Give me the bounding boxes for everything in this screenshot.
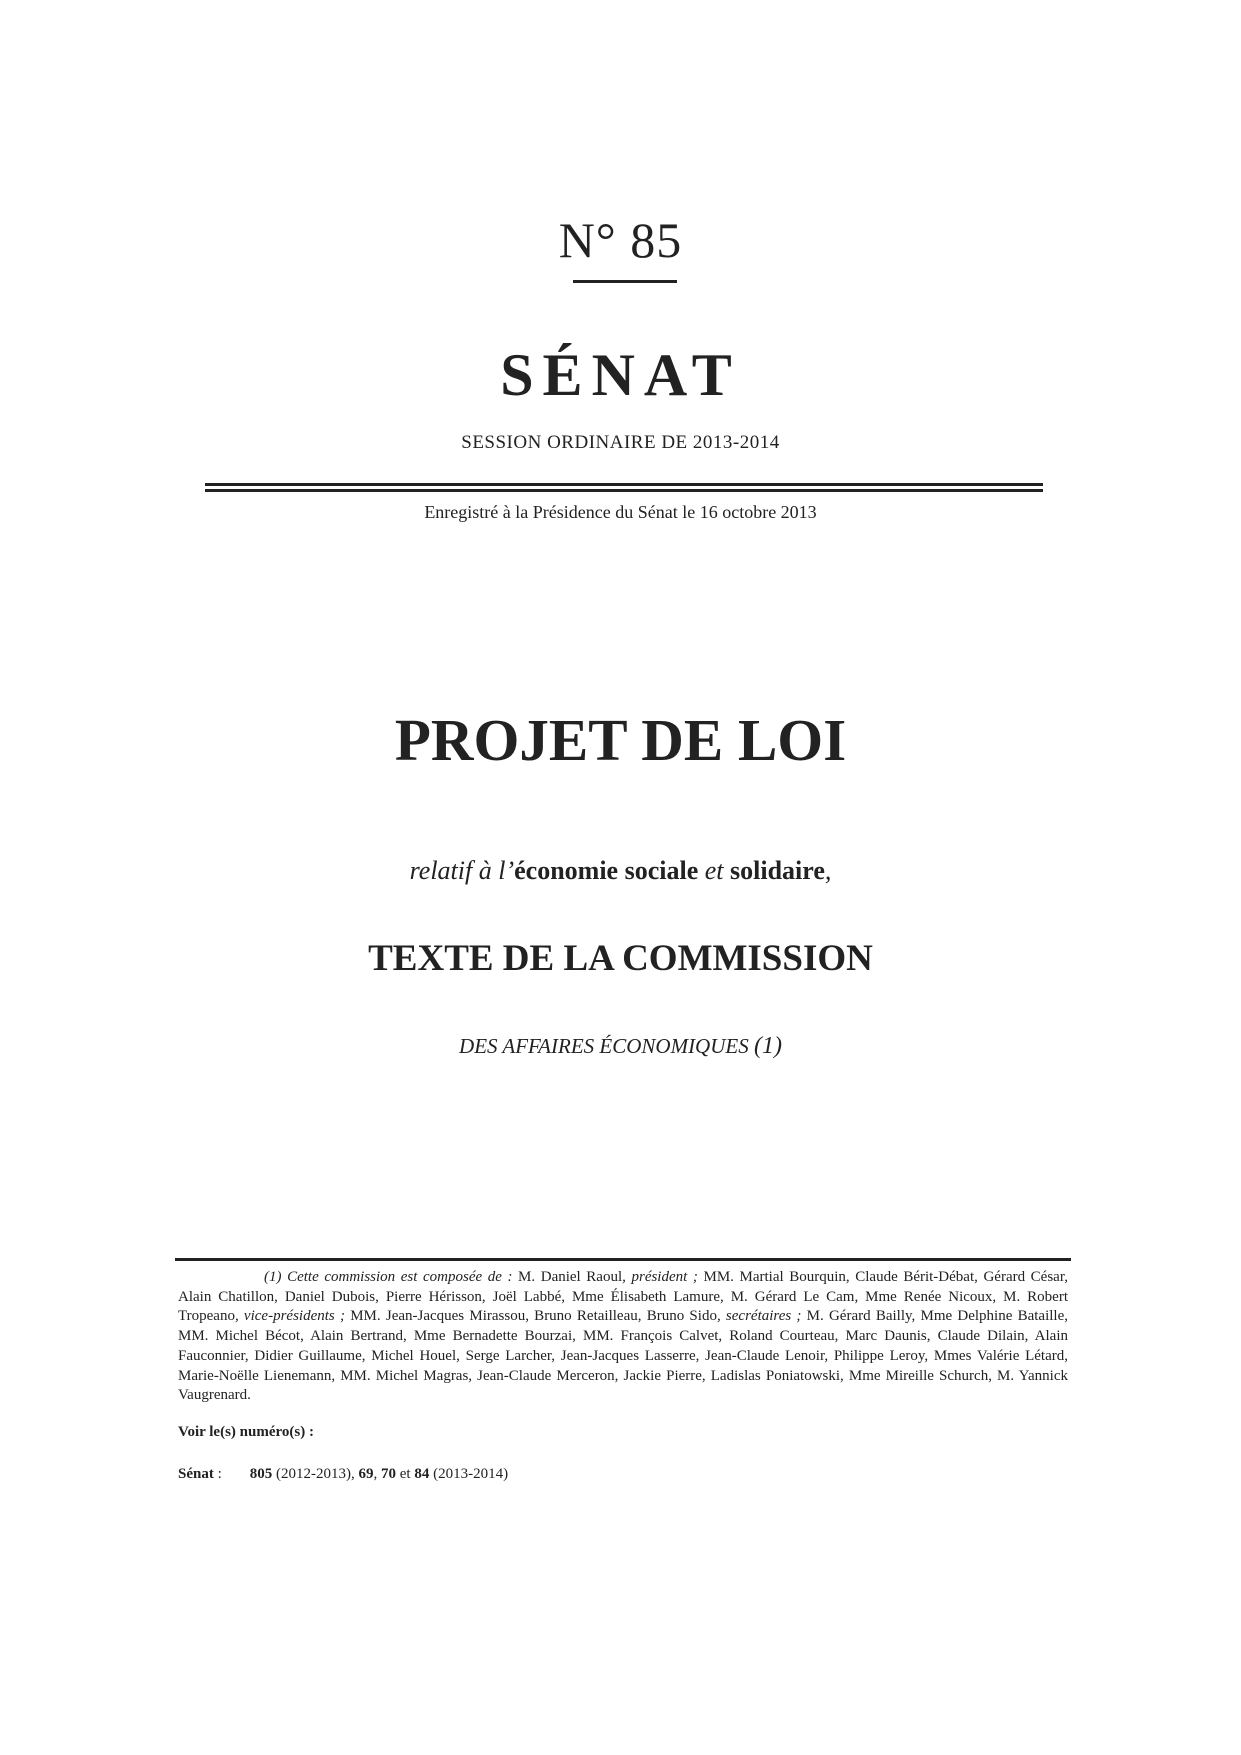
- header-rule-bottom: [205, 489, 1043, 492]
- document-number: N° 85: [558, 212, 683, 268]
- reference-number: 69: [358, 1466, 374, 1482]
- reference-text: (2012-2013),: [272, 1466, 359, 1482]
- document-type: PROJET DE LOI: [394, 707, 847, 773]
- commission-subtitle: [0, 1032, 1241, 1060]
- subject-part: et: [698, 856, 730, 885]
- reference-number: 70: [381, 1466, 397, 1482]
- footnote-intro: (1) Cette commission est composée de :: [264, 1269, 513, 1285]
- chamber-title: SÉNAT: [500, 342, 741, 408]
- subject-part: solidaire: [730, 856, 825, 885]
- footnote-end: .: [247, 1387, 251, 1404]
- reference-text: et: [396, 1466, 415, 1482]
- commission-title: TEXTE DE LA COMMISSION: [368, 938, 873, 979]
- footnote-rule: [175, 1258, 1071, 1261]
- footnote-president: M. Daniel Raoul: [512, 1269, 623, 1285]
- footnote-role: , président ;: [622, 1269, 698, 1285]
- references-chamber: Sénat: [178, 1466, 214, 1482]
- commission-name: DES AFFAIRES ÉCONOMIQUES: [459, 1034, 754, 1058]
- footnote-secretaries: MM. Jean-Jacques Mirassou, Bruno Retailleau, Bruno Sido: [344, 1308, 717, 1325]
- bill-subject: [0, 855, 1241, 887]
- registration-line: Enregistré à la Présidence du Sénat le 16 octobre 2013: [424, 502, 817, 522]
- subject-part: économie sociale: [514, 856, 699, 885]
- reference-text: (2013-2014): [429, 1466, 509, 1482]
- references-colon: :: [213, 1466, 222, 1482]
- footnote-members: M. Gérard Bailly, Mme Delphine Bataille, MM. Michel Bécot, Alain Bertrand, Mme Bernadette Bourzai, MM. François Calvet, Roland Courteau, Marc Daunis, Claude Dilain, Alain Fauconnier, Didier Guillaume, Michel Houel, Serge Larcher, Jean-Jacques Lasserre, Jean-Claude Lenoir, Philippe Leroy, Mmes Valérie Létard, Marie-Noëlle Lienemann, MM. Michel Magras, Jean-Claude Merceron, Jackie Pierre, Ladislas Poniatowski, Mme Mireille Schurch, M. Yannick Vaugrenard: [178, 1308, 1069, 1404]
- session-line: SESSION ORDINAIRE DE 2013-2014: [461, 432, 780, 453]
- reference-number: 84: [414, 1466, 430, 1482]
- see-numbers-label: Voir le(s) numéro(s) :: [178, 1424, 314, 1440]
- header-rule-top: [205, 483, 1043, 486]
- number-underline: [573, 280, 677, 283]
- footnote-ref: (1): [753, 1033, 782, 1059]
- subject-part: relatif à l’: [409, 856, 515, 885]
- commission-footnote: [178, 1268, 1068, 1406]
- footnote-role: , vice-présidents ;: [234, 1308, 345, 1325]
- reference-text: ,: [373, 1466, 382, 1482]
- footnote-vice-presidents: MM. Martial Bourquin, Claude Bérit-Débat, Gérard César, Alain Chatillon, Daniel Dubois, Pierre Hérisson, Joël Labbé, Mme Élisabeth Lamure, M. Gérard Le Cam, Mme Renée Nicoux, M. Robert Tropeano: [178, 1269, 1068, 1325]
- footnote-role: , secrétaires ;: [716, 1308, 802, 1325]
- subject-part: ,: [824, 856, 832, 885]
- references-line: [178, 1464, 508, 1484]
- reference-number: 805: [249, 1466, 273, 1482]
